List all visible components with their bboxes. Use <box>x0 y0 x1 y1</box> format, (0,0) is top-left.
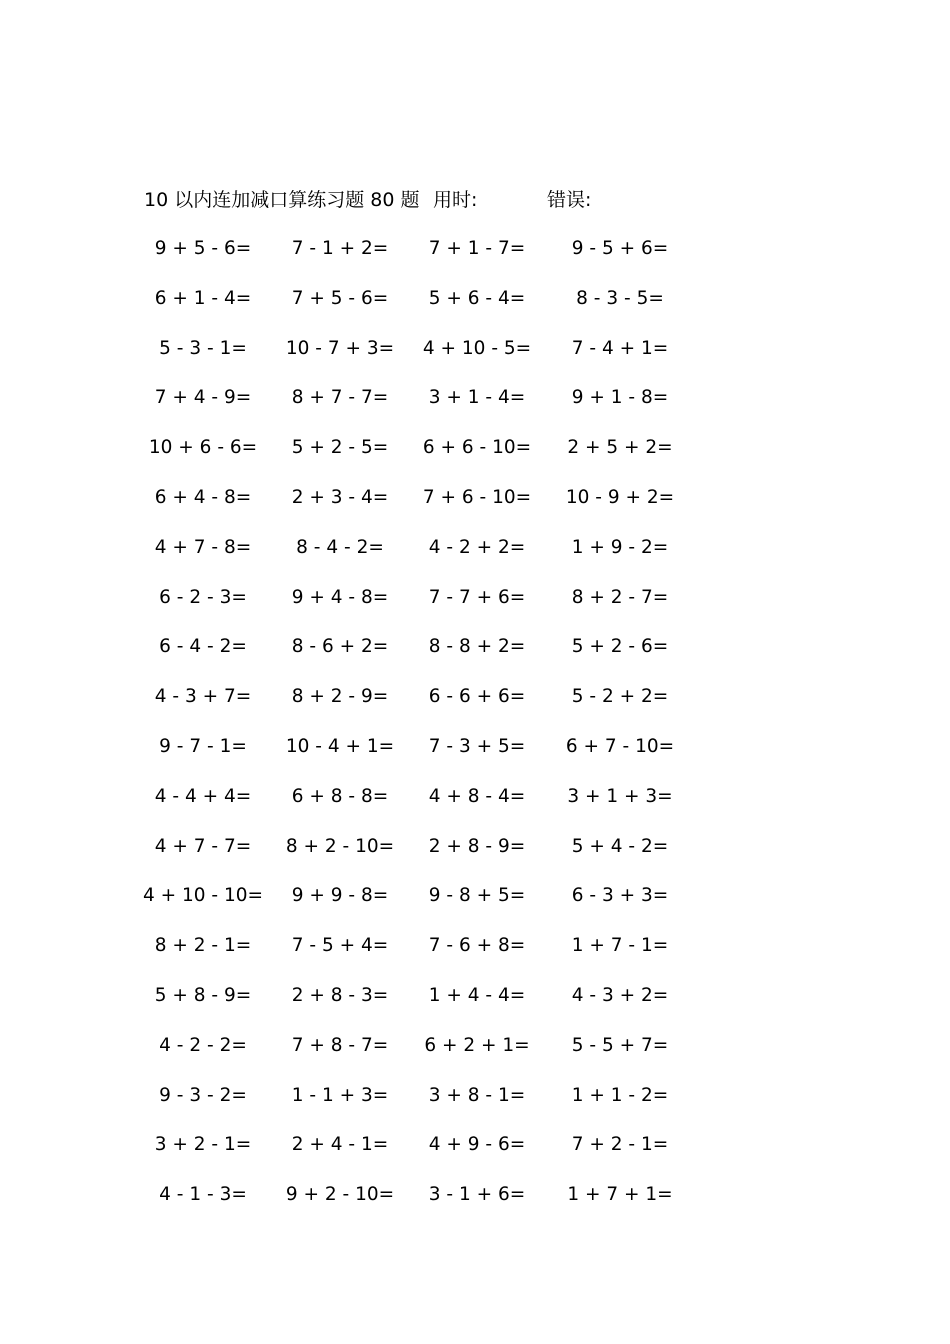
arithmetic-problem: 7 + 4 - 9= <box>154 387 252 409</box>
time-used-label: 用时: <box>433 189 478 211</box>
arithmetic-problem: 10 + 6 - 6= <box>148 437 258 459</box>
problem-row <box>0 734 950 784</box>
problem-row <box>0 236 950 286</box>
arithmetic-problem: 6 + 6 - 10= <box>422 437 532 459</box>
arithmetic-problem: 4 + 10 - 10= <box>142 885 264 907</box>
problem-row <box>0 1033 950 1083</box>
arithmetic-problem: 7 + 5 - 6= <box>291 287 389 309</box>
arithmetic-problem: 4 - 1 - 3= <box>159 1184 247 1206</box>
arithmetic-problem: 4 + 7 - 7= <box>154 835 252 857</box>
arithmetic-problem: 4 - 3 + 2= <box>571 984 669 1006</box>
arithmetic-problem: 5 - 2 + 2= <box>571 686 669 708</box>
arithmetic-problem: 10 - 9 + 2= <box>565 486 675 508</box>
arithmetic-problem: 8 - 4 - 2= <box>296 536 384 558</box>
arithmetic-problem: 2 + 5 + 2= <box>567 437 673 459</box>
arithmetic-problem: 9 - 8 + 5= <box>428 885 526 907</box>
problem-row <box>0 286 950 336</box>
arithmetic-problem: 8 - 6 + 2= <box>291 636 389 658</box>
arithmetic-problem: 9 - 7 - 1= <box>159 735 247 757</box>
arithmetic-problem: 8 + 2 - 7= <box>571 586 669 608</box>
arithmetic-problem: 5 + 8 - 9= <box>154 984 252 1006</box>
arithmetic-problem: 9 + 9 - 8= <box>291 885 389 907</box>
worksheet-header <box>0 186 950 214</box>
arithmetic-problem: 6 - 6 + 6= <box>428 686 526 708</box>
arithmetic-problem: 1 + 7 + 1= <box>567 1184 673 1206</box>
problem-row <box>0 535 950 585</box>
arithmetic-problem: 4 - 2 - 2= <box>159 1034 247 1056</box>
arithmetic-problem: 6 + 7 - 10= <box>565 735 675 757</box>
problem-row <box>0 1083 950 1133</box>
arithmetic-problem: 4 + 7 - 8= <box>154 536 252 558</box>
worksheet-title: 10 以内连加减口算练习题 80 题 <box>144 189 420 211</box>
problem-row <box>0 684 950 734</box>
arithmetic-problem: 9 + 2 - 10= <box>285 1184 395 1206</box>
arithmetic-problem: 3 + 1 - 4= <box>428 387 526 409</box>
arithmetic-problem: 5 - 5 + 7= <box>571 1034 669 1056</box>
arithmetic-problem: 9 + 5 - 6= <box>154 238 252 259</box>
arithmetic-problem: 2 + 8 - 3= <box>291 984 389 1006</box>
arithmetic-problem: 5 + 6 - 4= <box>428 287 526 309</box>
arithmetic-problem: 5 - 3 - 1= <box>159 337 247 359</box>
problem-row <box>0 834 950 884</box>
arithmetic-problem: 4 - 3 + 7= <box>154 686 252 708</box>
arithmetic-problem: 8 + 7 - 7= <box>291 387 389 409</box>
arithmetic-problem: 6 + 8 - 8= <box>291 785 389 807</box>
arithmetic-problem: 7 + 1 - 7= <box>428 238 526 259</box>
arithmetic-problem: 1 + 1 - 2= <box>571 1084 669 1106</box>
arithmetic-problem: 6 + 1 - 4= <box>154 287 252 309</box>
arithmetic-problem: 1 + 9 - 2= <box>571 536 669 558</box>
problem-row <box>0 933 950 983</box>
problem-row <box>0 585 950 635</box>
arithmetic-problem: 3 + 1 + 3= <box>567 785 673 807</box>
arithmetic-problem: 8 + 2 - 9= <box>291 686 389 708</box>
arithmetic-problem: 6 + 4 - 8= <box>154 486 252 508</box>
arithmetic-problem: 9 + 4 - 8= <box>291 586 389 608</box>
problem-row <box>0 385 950 435</box>
arithmetic-problem: 8 + 2 - 1= <box>154 935 252 957</box>
arithmetic-problem: 1 + 4 - 4= <box>428 984 526 1006</box>
arithmetic-problem: 4 + 9 - 6= <box>428 1134 526 1156</box>
arithmetic-problem: 3 + 2 - 1= <box>154 1134 252 1156</box>
arithmetic-problem: 7 - 4 + 1= <box>571 337 669 359</box>
arithmetic-problem: 7 - 3 + 5= <box>428 735 526 757</box>
arithmetic-problem: 2 + 3 - 4= <box>291 486 389 508</box>
arithmetic-problem: 5 + 4 - 2= <box>571 835 669 857</box>
problem-row <box>0 1182 950 1232</box>
problem-row <box>0 1132 950 1182</box>
arithmetic-problem: 8 + 2 - 10= <box>285 835 395 857</box>
arithmetic-problem: 7 + 8 - 7= <box>291 1034 389 1056</box>
arithmetic-problem: 9 - 3 - 2= <box>159 1084 247 1106</box>
arithmetic-problem: 7 - 1 + 2= <box>291 238 389 259</box>
arithmetic-problem: 8 - 3 - 5= <box>576 287 664 309</box>
arithmetic-problem: 4 - 2 + 2= <box>428 536 526 558</box>
problem-row <box>0 485 950 535</box>
arithmetic-problem: 7 - 5 + 4= <box>291 935 389 957</box>
arithmetic-problem: 6 - 4 - 2= <box>159 636 247 658</box>
arithmetic-problem: 7 + 2 - 1= <box>571 1134 669 1156</box>
problem-row <box>0 983 950 1033</box>
arithmetic-problem: 9 + 1 - 8= <box>571 387 669 409</box>
arithmetic-problem: 2 + 4 - 1= <box>291 1134 389 1156</box>
arithmetic-problem: 6 + 2 + 1= <box>424 1034 530 1056</box>
arithmetic-problem: 9 - 5 + 6= <box>571 238 669 259</box>
arithmetic-problem: 4 + 8 - 4= <box>428 785 526 807</box>
arithmetic-problem: 4 + 10 - 5= <box>422 337 532 359</box>
problem-row <box>0 634 950 684</box>
problem-row <box>0 883 950 933</box>
arithmetic-problem: 2 + 8 - 9= <box>428 835 526 857</box>
arithmetic-problem: 1 - 1 + 3= <box>291 1084 389 1106</box>
arithmetic-problem: 8 - 8 + 2= <box>428 636 526 658</box>
arithmetic-problem: 1 + 7 - 1= <box>571 935 669 957</box>
problem-row <box>0 435 950 485</box>
arithmetic-problem: 10 - 7 + 3= <box>285 337 395 359</box>
arithmetic-problem: 6 - 3 + 3= <box>571 885 669 907</box>
arithmetic-problem: 5 + 2 - 6= <box>571 636 669 658</box>
arithmetic-problem: 3 + 8 - 1= <box>428 1084 526 1106</box>
problem-grid <box>0 236 950 1232</box>
arithmetic-problem: 6 - 2 - 3= <box>159 586 247 608</box>
arithmetic-problem: 7 - 6 + 8= <box>428 935 526 957</box>
arithmetic-problem: 3 - 1 + 6= <box>428 1184 526 1206</box>
problem-row <box>0 784 950 834</box>
arithmetic-problem: 4 - 4 + 4= <box>154 785 252 807</box>
arithmetic-problem: 10 - 4 + 1= <box>285 735 395 757</box>
error-count-label: 错误: <box>547 189 592 211</box>
problem-row <box>0 336 950 386</box>
arithmetic-problem: 5 + 2 - 5= <box>291 437 389 459</box>
arithmetic-problem: 7 - 7 + 6= <box>428 586 526 608</box>
arithmetic-problem: 7 + 6 - 10= <box>422 486 532 508</box>
